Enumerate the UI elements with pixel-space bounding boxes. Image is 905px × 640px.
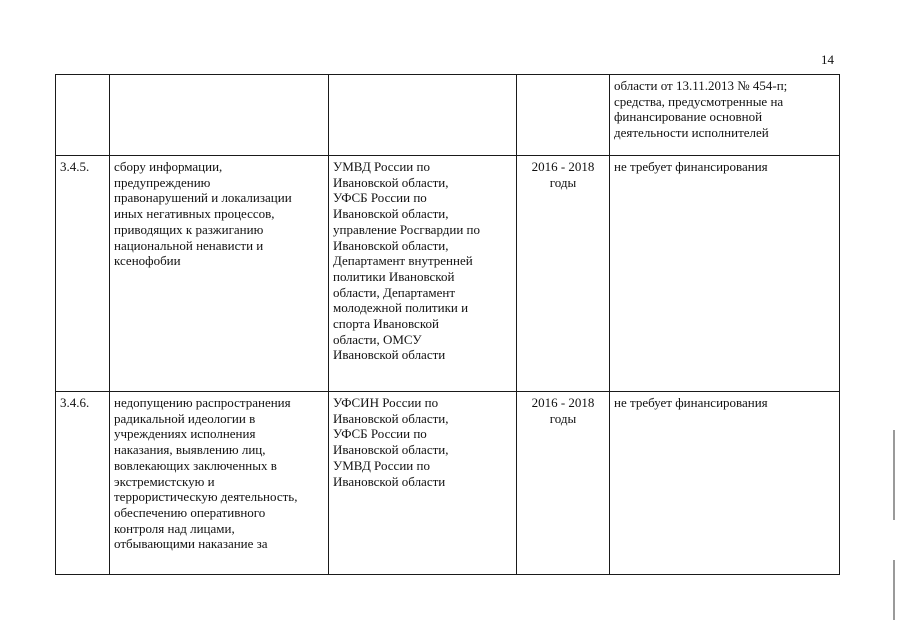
measure-cell: сбору информации, предупреждению правонарушений и локализации иных негативных процессов, приводящих к разжиганию национальной ненависти и ксенофобии — [110, 156, 329, 392]
period-cell — [517, 75, 610, 156]
scan-edge-mark — [893, 430, 895, 520]
measure-cell — [110, 75, 329, 156]
period-cell: 2016 - 2018 годы — [517, 156, 610, 392]
period-cell: 2016 - 2018 годы — [517, 392, 610, 575]
funding-cell: не требует финансирования — [610, 156, 840, 392]
funding-cell: не требует финансирования — [610, 392, 840, 575]
executors-cell: УМВД России по Ивановской области, УФСБ России по Ивановской области, управление Росгвардии по Ивановской области, Департамент внутренней политики Ивановской области, Департамент молодежной политики и спорта Ивановской области, ОМСУ Ивановской области — [329, 156, 517, 392]
row-number-cell — [56, 75, 110, 156]
table-row — [56, 156, 840, 392]
table-row — [56, 75, 840, 156]
row-number-cell: 3.4.6. — [56, 392, 110, 575]
executors-cell — [329, 75, 517, 156]
table-row — [56, 392, 840, 575]
measure-cell: недопущению распространения радикальной идеологии в учреждениях исполнения наказания, выявлению лиц, вовлекающих заключенных в экстремистскую и террористическую деятельность, обеспечению оперативного контроля над лицами, отбывающими наказание за — [110, 392, 329, 575]
row-number-cell: 3.4.5. — [56, 156, 110, 392]
funding-cell: области от 13.11.2013 № 454-п; средства, предусмотренные на финансирование основной деятельности исполнителей — [610, 75, 840, 156]
measures-table — [55, 74, 840, 575]
page-number: 14 — [821, 52, 834, 67]
executors-cell: УФСИН России по Ивановской области, УФСБ России по Ивановской области, УМВД России по Ивановской области — [329, 392, 517, 575]
scan-edge-mark — [893, 560, 895, 620]
